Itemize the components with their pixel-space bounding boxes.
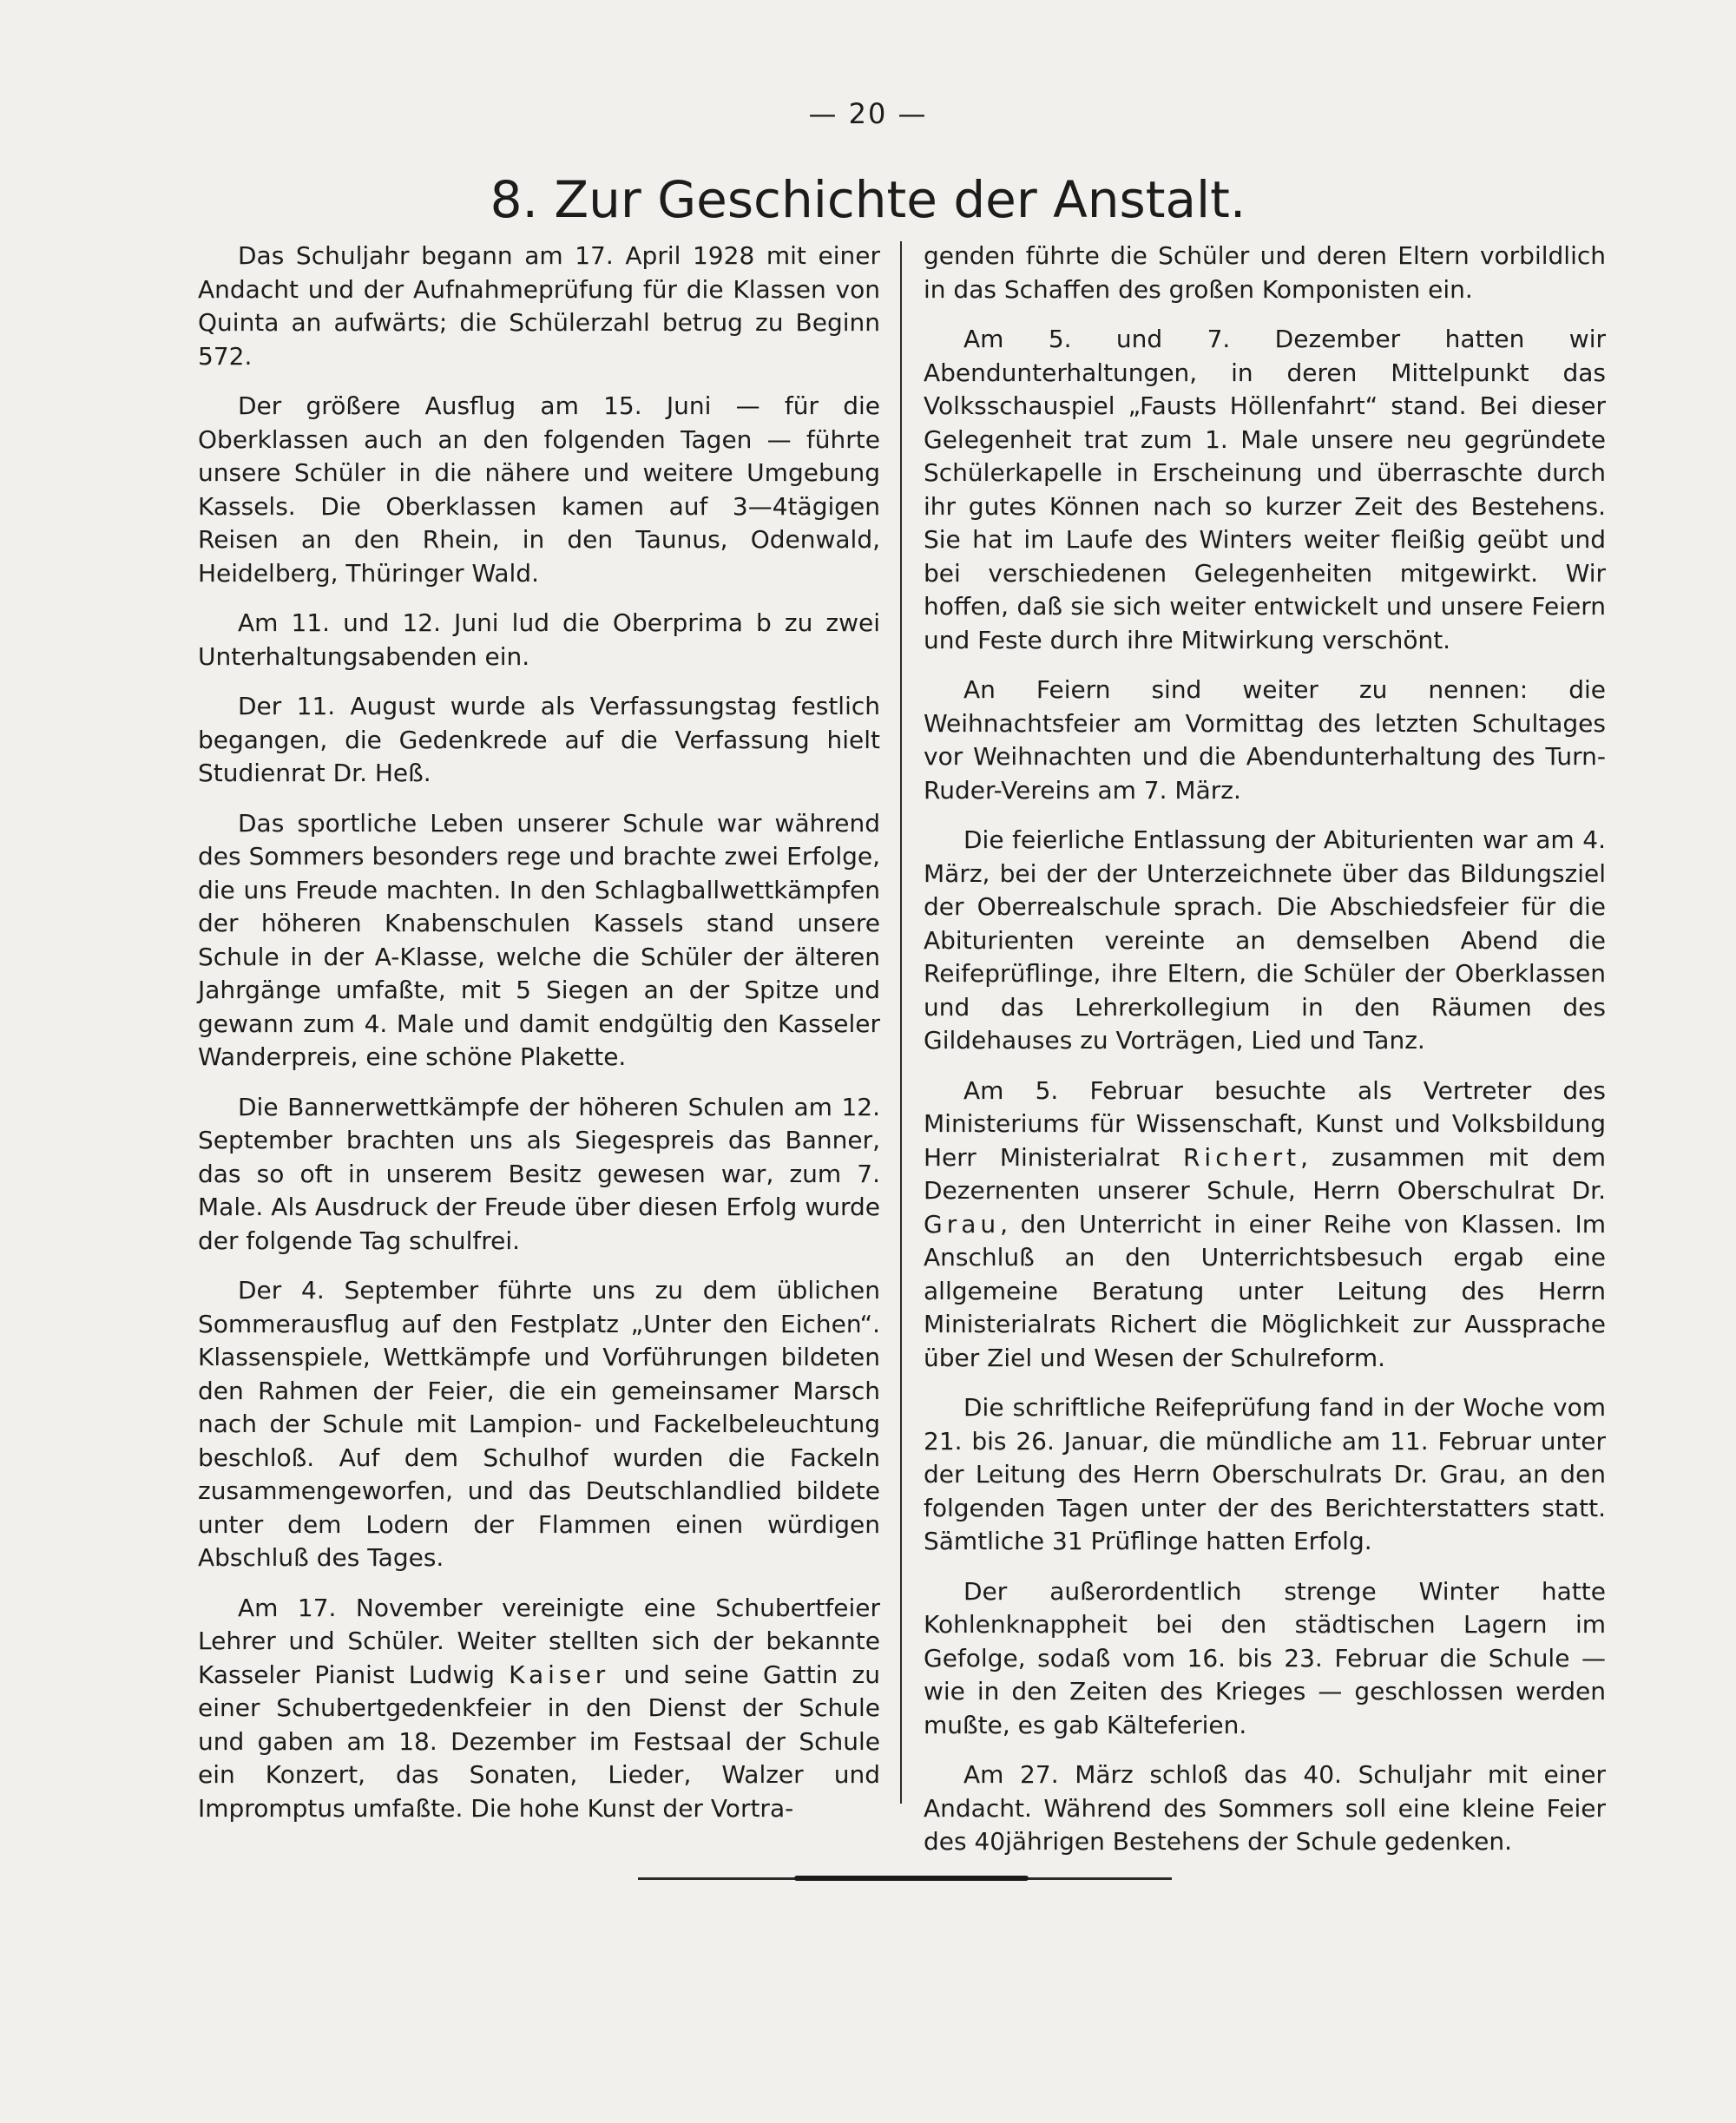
text-run: , den Unterricht in einer Reihe von Klassen. Im Anschluß an den Unterrichtsbesuch ergab eine allgemeine Beratung unter Leitung des Herrn Ministerialrats Richert die Möglichkeit zur Aussprache über Ziel und Wesen der Schulreform.: [924, 1209, 1606, 1372]
paragraph: Der 11. August wurde als Verfassungstag festlich begangen, die Gedenkrede auf die Verfassung hielt Studienrat Dr. Heß.: [198, 692, 880, 787]
text-run: und seine Gattin zu einer Schubertgedenkfeier in den Dienst der Schule und gaben am 18. Dezember im Festsaal der Schule ein Konzert, das Sonaten, Lieder, Walzer und Impromptus umfaßte. Die hohe Kunst der Vortra-: [198, 1660, 881, 1823]
paragraph: An Feiern sind weiter zu nennen: die Weihnachtsfeier am Vormittag des letzten Schultages vor Weihnachten und die Abendunterhaltung des Turn-Ruder-Vereins am 7. März.: [924, 675, 1606, 805]
paragraph: Der 4. September führte uns zu dem üblichen Sommerausflug auf den Festplatz „Unter den Eichen“. Klassenspiele, Wettkämpfe und Vorführungen bildeten den Rahmen der Feier, die ein gemeinsamer Marsch nach der Schule mit Lampion- und Fackelbeleuchtung beschloß. Auf dem Schulhof wurden die Fackeln zusammengeworfen, und das Deutschlandlied bildete unter dem Lodern der Flammen einen würdigen Abschluß des Tages.: [198, 1276, 880, 1572]
paragraph-continued: genden führte die Schüler und deren Eltern vorbildlich in das Schaffen des großen Komponisten ein.: [924, 241, 1606, 304]
paragraph: Am 11. und 12. Juni lud die Oberprima b zu zwei Unterhaltungsabenden ein.: [198, 608, 880, 671]
paragraph: Der größere Ausflug am 15. Juni — für die Oberklassen auch an den folgenden Tagen — führte unsere Schüler in die nähere und weitere Umgebung Kassels. Die Oberklassen kamen auf 3—4tägigen Reisen an den Rhein, in den Taunus, Odenwald, Heidelberg, Thüringer Wald.: [198, 391, 880, 588]
text-run: Am 5. Februar besuchte als Vertreter des Ministeriums für Wissenschaft, Kunst und Volksbildung Herr Ministerialrat: [924, 1075, 1606, 1172]
paragraph: Am 27. März schloß das 40. Schuljahr mit einer Andacht. Während des Sommers soll eine kleine Feier des 40jährigen Bestehens der Schule gedenken.: [924, 1760, 1606, 1856]
paragraph: Das sportliche Leben unserer Schule war während des Sommers besonders rege und brachte zwei Erfolge, die uns Freude machten. In den Schlagballwettkämpfen der höheren Knabenschulen Kassels stand unsere Schule in der A-Klasse, welche die Schüler der älteren Jahrgänge umfaßte, mit 5 Siegen an der Spitze und gewann zum 4. Male und damit endgültig den Kasseler Wanderpreis, eine schöne Plakette.: [198, 808, 880, 1071]
left-column: [198, 240, 880, 1842]
paragraph: Die Bannerwettkämpfe der höheren Schulen am 12. September brachten uns als Siegespreis das Banner, das so oft in unserem Besitz gewesen war, zum 7. Male. Als Ausdruck der Freude über diesen Erfolg wurde der folgende Tag schulfrei.: [198, 1092, 880, 1255]
page-number: — 20 —: [808, 97, 928, 130]
spaced-name: Kaiser: [509, 1660, 610, 1689]
spaced-name: Grau: [924, 1209, 1001, 1239]
paragraph: Das Schuljahr begann am 17. April 1928 mit einer Andacht und der Aufnahmeprüfung für die Klassen von Quinta an aufwärts; die Schülerzahl betrug zu Beginn 572.: [198, 241, 880, 371]
paragraph: Der außerordentlich strenge Winter hatte Kohlenknappheit bei den städtischen Lagern im Gefolge, sodaß vom 16. bis 23. Februar die Schule — wie in den Zeiten des Krieges — geschlossen werden mußte, es gab Kälteferien.: [924, 1576, 1606, 1739]
text-run: Am 17. November vereinigte eine Schubertfeier Lehrer und Schüler. Weiter stellten sich der bekannte Kasseler Pianist Ludwig: [198, 1593, 880, 1689]
right-column: [924, 240, 1606, 1876]
text-run: , zusammen mit dem Dezernenten unserer Schule, Herrn Oberschulrat Dr.: [924, 1142, 1607, 1205]
paragraph: Am 5. und 7. Dezember hatten wir Abendunterhaltungen, in deren Mittelpunkt das Volksschauspiel „Fausts Höllenfahrt“ stand. Bei dieser Gelegenheit trat zum 1. Male unsere neu gegründete Schülerkapelle in Erscheinung und überraschte durch ihr gutes Können nach so kurzer Zeit des Bestehens. Sie hat im Laufe des Winters weiter fleißig geübt und bei verschiedenen Gelegenheiten mitgewirkt. Wir hoffen, daß sie sich weiter entwickelt und unsere Feiern und Feste durch ihre Mitwirkung verschönt.: [924, 325, 1606, 654]
end-rule-ornament: [794, 1876, 1029, 1881]
spaced-name: Richert: [1182, 1142, 1301, 1172]
paragraph: Die schriftliche Reifeprüfung fand in der Woche vom 21. bis 26. Januar, die mündliche am 11. Februar unter der Leitung des Herrn Oberschulrats Dr. Grau, an den folgenden Tagen unter der des Berichterstatters statt. Sämtliche 31 Prüflinge hatten Erfolg.: [924, 1393, 1606, 1555]
paragraph: [924, 1075, 1606, 1376]
paragraph: [198, 1592, 880, 1826]
column-divider: [900, 241, 902, 1804]
section-title: 8. Zur Geschichte der Anstalt.: [490, 170, 1246, 229]
paragraph: Die feierliche Entlassung der Abiturienten war am 4. März, bei der der Unterzeichnete über das Bildungsziel der Oberrealschule sprach. Die Abschiedsfeier für die Abiturienten vereinte an demselben Abend die Reifeprüflinge, ihre Eltern, die Schüler der Oberklassen und das Lehrerkollegium in den Räumen des Gildehauses zu Vorträgen, Lied und Tanz.: [924, 825, 1606, 1055]
